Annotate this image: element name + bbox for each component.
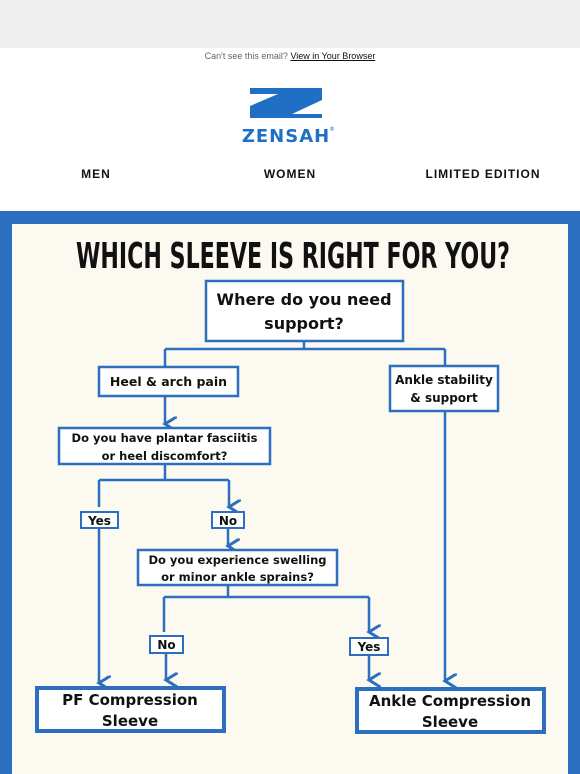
node-no2	[150, 636, 183, 653]
nav-women[interactable]: WOMEN	[263, 167, 317, 181]
node-heel	[99, 367, 238, 396]
node-no1-label: No	[218, 514, 238, 528]
node-swell-question-line2: or minor ankle sprains?	[161, 570, 314, 584]
node-yes1	[81, 512, 118, 528]
node-root-line1: Where do you need	[216, 290, 392, 309]
node-no2-label: No	[157, 638, 176, 652]
nav-men[interactable]: MEN	[81, 167, 111, 181]
node-swell-question	[138, 550, 337, 585]
logo-wordmark: ZENSAH	[241, 126, 331, 147]
connector-root-branch	[165, 341, 445, 367]
node-ankle	[390, 366, 498, 411]
node-ankle-line1: Ankle stability	[395, 373, 493, 387]
result-pf-compression-sleeve[interactable]	[37, 688, 224, 731]
node-root-line2: support?	[264, 314, 344, 333]
logo-registered-mark: ®	[329, 126, 335, 133]
node-pf-question-line2: or heel discomfort?	[101, 449, 228, 463]
flowchart-title: WHICH SLEEVE IS RIGHT FOR YOU?	[76, 236, 510, 277]
result-ankle-line2: Sleeve	[421, 713, 479, 731]
node-yes1-label: Yes	[88, 514, 111, 528]
node-yes2-label: Yes	[357, 640, 381, 654]
node-root	[206, 281, 403, 341]
result-ankle-line1: Ankle Compression	[368, 692, 532, 710]
node-ankle-line2: & support	[410, 391, 478, 405]
node-pf-question	[59, 428, 270, 464]
node-heel-label: Heel & arch pain	[109, 374, 228, 389]
result-pf-line2: Sleeve	[101, 712, 159, 730]
node-yes2	[350, 638, 388, 655]
connector-swell-branch	[164, 585, 369, 632]
node-no1	[212, 512, 244, 528]
node-swell-question-line1: Do you experience swelling	[148, 553, 327, 567]
view-in-browser-link[interactable]: View in Your Browser	[290, 51, 376, 61]
preheader-text: Can't see this email?	[204, 51, 288, 61]
result-ankle-compression-sleeve[interactable]	[357, 689, 544, 732]
node-pf-question-line1: Do you have plantar fasciitis	[71, 431, 258, 445]
result-pf-line1: PF Compression	[62, 691, 198, 709]
nav-limited-edition[interactable]: LIMITED EDITION	[425, 167, 541, 181]
connector-pf-branch	[99, 464, 229, 507]
